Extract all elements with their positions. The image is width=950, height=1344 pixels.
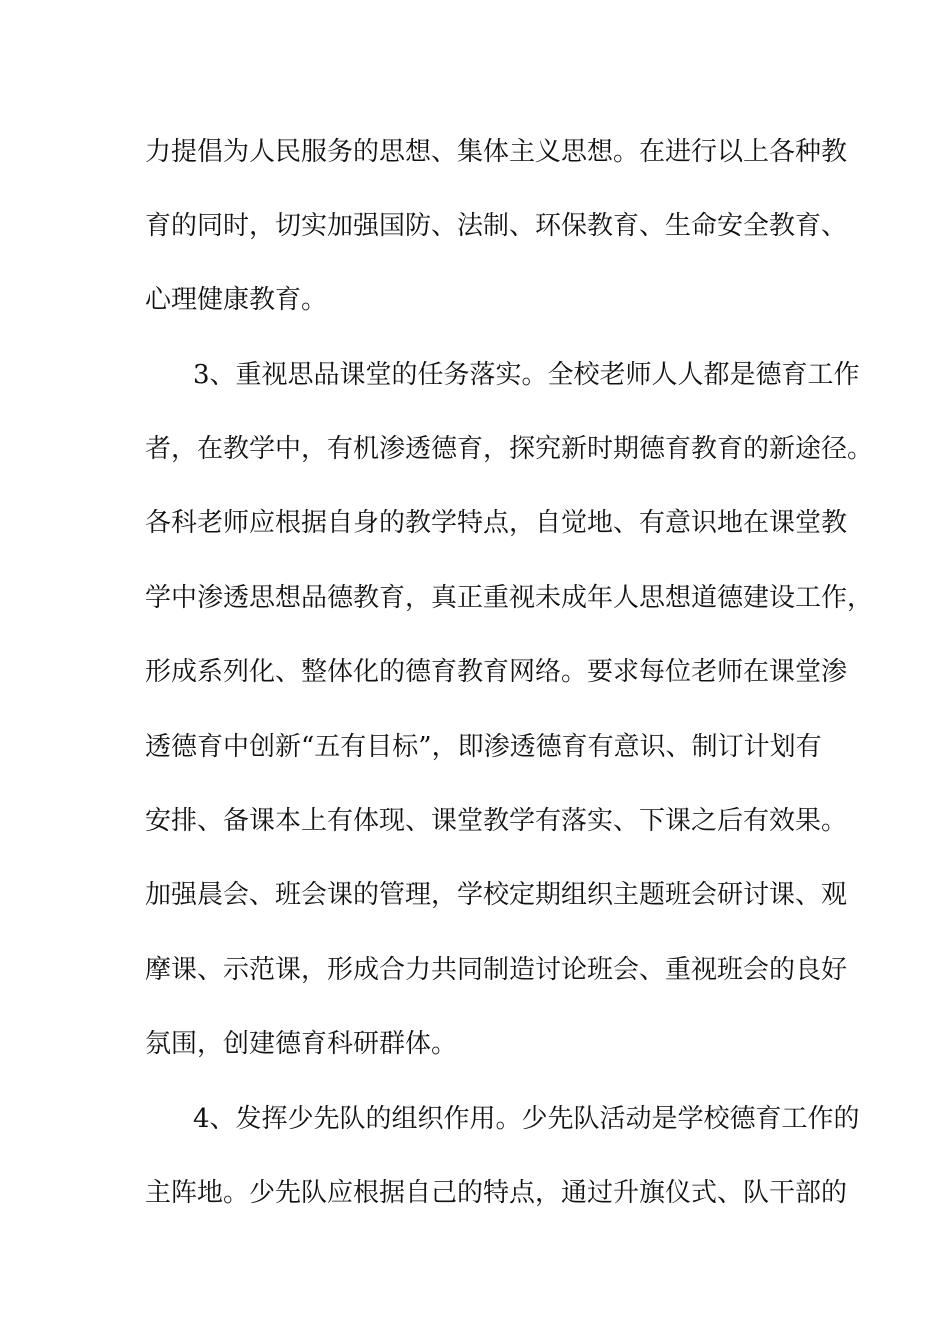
text-line: 加强晨会、班会课的管理，学校定期组织主题班会研讨课、观 bbox=[145, 880, 848, 910]
text-line: 学中渗透思想品德教育，真正重视未成年人思想道德建设工作， bbox=[145, 583, 874, 613]
text-line: 氛围，创建德育科研群体。 bbox=[145, 1029, 458, 1059]
text-line: 形成系列化、整体化的德育教育网络。要求每位老师在课堂渗 bbox=[145, 657, 848, 687]
text-line: 力提倡为人民服务的思想、集体主义思想。在进行以上各种教 bbox=[145, 137, 848, 167]
text-line: 摩课、示范课，形成合力共同制造讨论班会、重视班会的良好 bbox=[145, 955, 848, 985]
text-line: 透德育中创新“五有目标”，即渗透德育有意识、制订计划有 bbox=[145, 732, 822, 762]
text-line: 心理健康教育。 bbox=[145, 285, 328, 315]
text-line: 育的同时，切实加强国防、法制、环保教育、生命安全教育、 bbox=[145, 211, 848, 241]
text-line: 安排、备课本上有体现、课堂教学有落实、下课之后有效果。 bbox=[145, 806, 848, 836]
text-line: 各科老师应根据自身的教学特点，自觉地、有意识地在课堂教 bbox=[145, 508, 848, 538]
paragraph-4-first-line: 4、发挥少先队的组织作用。少先队活动是学校德育工作的 bbox=[193, 1104, 860, 1134]
paragraph-3-first-line: 3、重视思品课堂的任务落实。全校老师人人都是德育工作 bbox=[193, 360, 860, 390]
text-line: 者，在教学中，有机渗透德育，探究新时期德育教育的新途径。 bbox=[145, 434, 874, 464]
text-line: 主阵地。少先队应根据自己的特点，通过升旗仪式、队干部的 bbox=[145, 1178, 848, 1208]
